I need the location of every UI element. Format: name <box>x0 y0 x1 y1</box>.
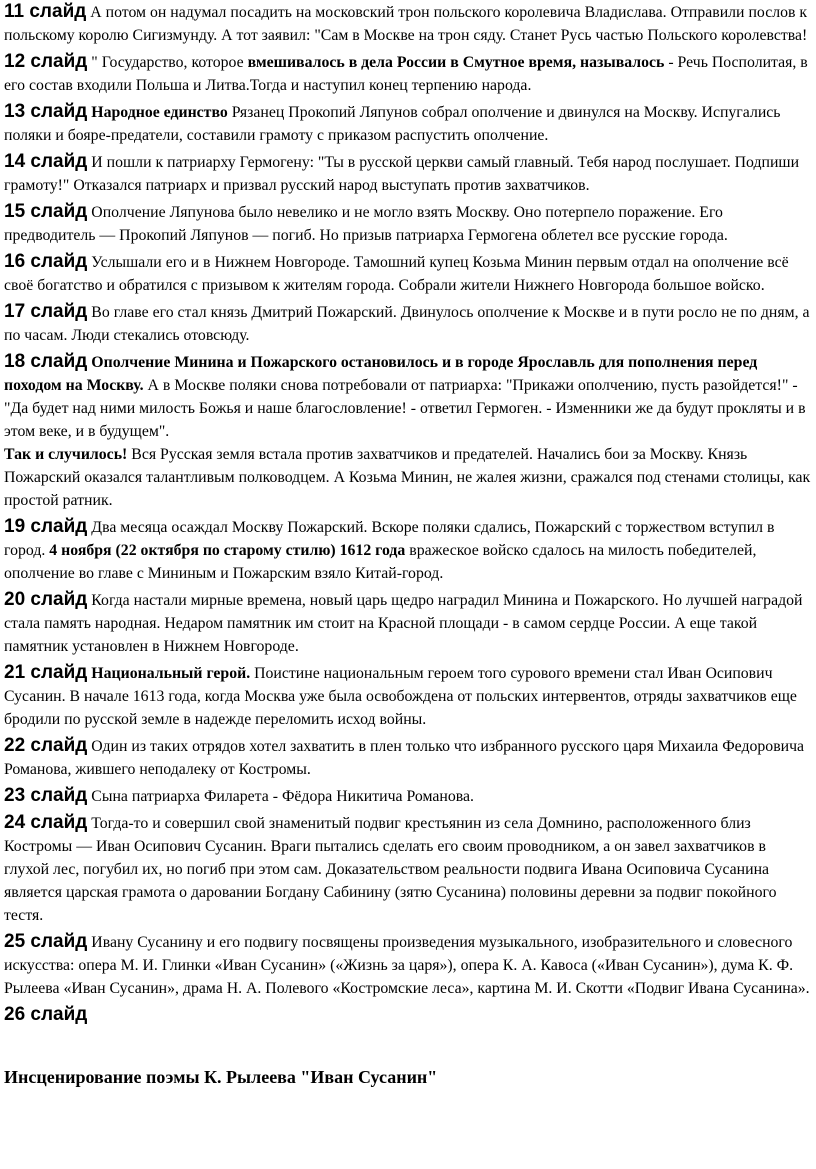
paragraph-text: А потом он надумал посадить на московский трон польского королевича Владислава. Отправили послов к польскому королю Сигизмунду. А тот заявил: "Сам в Москве на трон сяду. Станет Русь частью Польского королевства! <box>4 4 808 44</box>
section-heading: Национальный герой. <box>87 665 251 682</box>
bold-text: Так и случилось! <box>4 446 128 463</box>
bold-text: вмешивалось в дела России в Смутное время, называлось <box>247 54 665 71</box>
paragraph-slide-22 <box>4 734 813 781</box>
paragraph-text: - Речь Посполитая, в его состав входили Польша и Литва.Тогда и наступил конец терпению народа. <box>4 54 808 94</box>
slide-number: 18 слайд <box>4 351 88 372</box>
paragraph-slide-26 <box>4 1003 813 1027</box>
paragraph-slide-11 <box>4 0 813 47</box>
bold-date: 4 ноября (22 октября по старому стилю) 1612 года <box>49 542 406 559</box>
slide-number: 11 слайд <box>4 1 87 22</box>
paragraph-slide-16 <box>4 250 813 297</box>
slide-number: 17 слайд <box>4 301 88 322</box>
paragraph-slide-19 <box>4 515 813 585</box>
paragraph-text: вражеское войско сдалось на милость победителей, ополчение во главе с Мининым и Пожарским взяло Китай-город. <box>4 542 757 582</box>
paragraph-text: " Государство, которое <box>87 54 248 71</box>
slide-number: 15 слайд <box>4 201 88 222</box>
paragraph-slide-24 <box>4 811 813 927</box>
paragraph-text: Рязанец Прокопий Ляпунов собрал ополчение и двинулся на Москву. Испугались поляки и бояре-предатели, составили грамоту с приказом распустить ополчение. <box>4 104 781 144</box>
slide-number: 19 слайд <box>4 516 88 537</box>
paragraph-slide-15 <box>4 200 813 247</box>
paragraph-text: Два месяца осаждал Москву Пожарский. Вскоре поляки сдались, Пожарский с торжеством вступил в город. <box>4 519 775 559</box>
slide-number: 14 слайд <box>4 151 88 172</box>
paragraph-text: Услышали его и в Нижнем Новгороде. Тамошний купец Козьма Минин первым отдал на ополчение всё своё богатство и обратился с призывом к жителям города. Собрали жители Нижнего Новгорода большое войско. <box>4 254 789 294</box>
paragraph-slide-13 <box>4 100 813 147</box>
paragraph-slide-12 <box>4 50 813 97</box>
paragraph-text: Ивану Сусанину и его подвигу посвящены произведения музыкального, изобразительного и словесного искусства: опера М. И. Глинки «Иван Сусанин» («Жизнь за царя»), опера К. А. Кавоса («Иван Сусанин»), дума К. Ф. Рылеева «Иван Сусанин», драма Н. А. Полевого «Костромские леса», картина М. И. Скотти «Подвиг Ивана Сусанина». <box>4 934 810 997</box>
bold-text: Ополчение Минина и Пожарского остановилось и в городе Ярославль для пополнения перед походом на Москву. <box>4 354 758 394</box>
slide-number: 20 слайд <box>4 589 88 610</box>
slide-number: 24 слайд <box>4 812 88 833</box>
paragraph-slide-14 <box>4 150 813 197</box>
slide-number: 26 слайд <box>4 1004 88 1025</box>
slide-number: 12 слайд <box>4 51 88 72</box>
paragraph-text: А в Москве поляки снова потребовали от патриарха: "Прикажи ополчению, пусть разойдется!" - "Да будет над ними милость Божья и наше благословление! - ответил Гермоген. - Изменники же да будут прокляты и в этом веке, и в будущем". <box>4 377 806 440</box>
paragraph-slide-23 <box>4 784 813 808</box>
paragraph-text: Когда настали мирные времена, новый царь щедро наградил Минина и Пожарского. Но лучшей наградой стала память народная. Недаром памятник им стоит на Красной площади - в самом сердце России. А еще такой памятник установлен в Нижнем Новгороде. <box>4 592 803 655</box>
spacer <box>4 1030 813 1066</box>
slide-number: 25 слайд <box>4 931 88 952</box>
slide-number: 16 слайд <box>4 251 88 272</box>
paragraph-text: Сына патриарха Филарета - Фёдора Никитича Романова. <box>87 788 474 805</box>
slide-number: 13 слайд <box>4 101 88 122</box>
paragraph-text: Во главе его стал князь Дмитрий Пожарский. Двинулось ополчение к Москве и в пути росло не по дням, а по часам. Люди стекались отовсюду. <box>4 304 810 344</box>
paragraph-slide-17 <box>4 300 813 347</box>
paragraph-slide-21 <box>4 661 813 731</box>
paragraph-text: Один из таких отрядов хотел захватить в плен только что избранного русского царя Михаила Федоровича Романова, жившего неподалеку от Костромы. <box>4 738 805 778</box>
paragraph-slide-18 <box>4 350 813 512</box>
paragraph-text: И пошли к патриарху Гермогену: "Ты в русской церкви самый главный. Тебя народ послушает. Подпиши грамоту!" Отказался патриарх и призвал русский народ выступать против захватчиков. <box>4 154 800 194</box>
paragraph-text: Тогда-то и совершил свой знаменитый подвиг крестьянин из села Домнино, расположенного близ Костромы — Иван Осипович Сусанин. Враги пытались сделать его своим проводником, а он завел захватчиков в глухой лес, погубил их, но погиб при этом сам. Доказательством реальности подвига Ивана Осиповича Сусанина является царская грамота о даровании Богдану Сабинину (зятю Сусанина) половины деревни за подвиг покойного тестя. <box>4 815 777 924</box>
final-title: Инсценирование поэмы К. Рылеева "Иван Сусанин" <box>4 1067 438 1087</box>
slide-number: 22 слайд <box>4 735 88 756</box>
section-heading: Народное единство <box>87 104 228 121</box>
paragraph-text: Вся Русская земля встала против захватчиков и предателей. Начались бои за Москву. Князь Пожарский оказался талантливым полководцем. А Козьма Минин, не жалея жизни, сражался под стенами столицы, как простой ратник. <box>4 446 811 509</box>
slide-number: 21 слайд <box>4 662 88 683</box>
paragraph-text: Поистине национальным героем того сурового времени стал Иван Осипович Сусанин. В начале 1613 года, когда Москва уже была освобождена от польских интервентов, отряды захватчиков еще бродили по русской земле в надежде переломить исход войны. <box>4 665 797 728</box>
slide-number: 23 слайд <box>4 785 88 806</box>
paragraph-slide-25 <box>4 930 813 1000</box>
paragraph-text: Ополчение Ляпунова было невелико и не могло взять Москву. Оно потерпело поражение. Его предводитель — Прокопий Ляпунов — погиб. Но призыв патриарха Гермогена облетел все русские города. <box>4 204 728 244</box>
paragraph-slide-20 <box>4 588 813 658</box>
